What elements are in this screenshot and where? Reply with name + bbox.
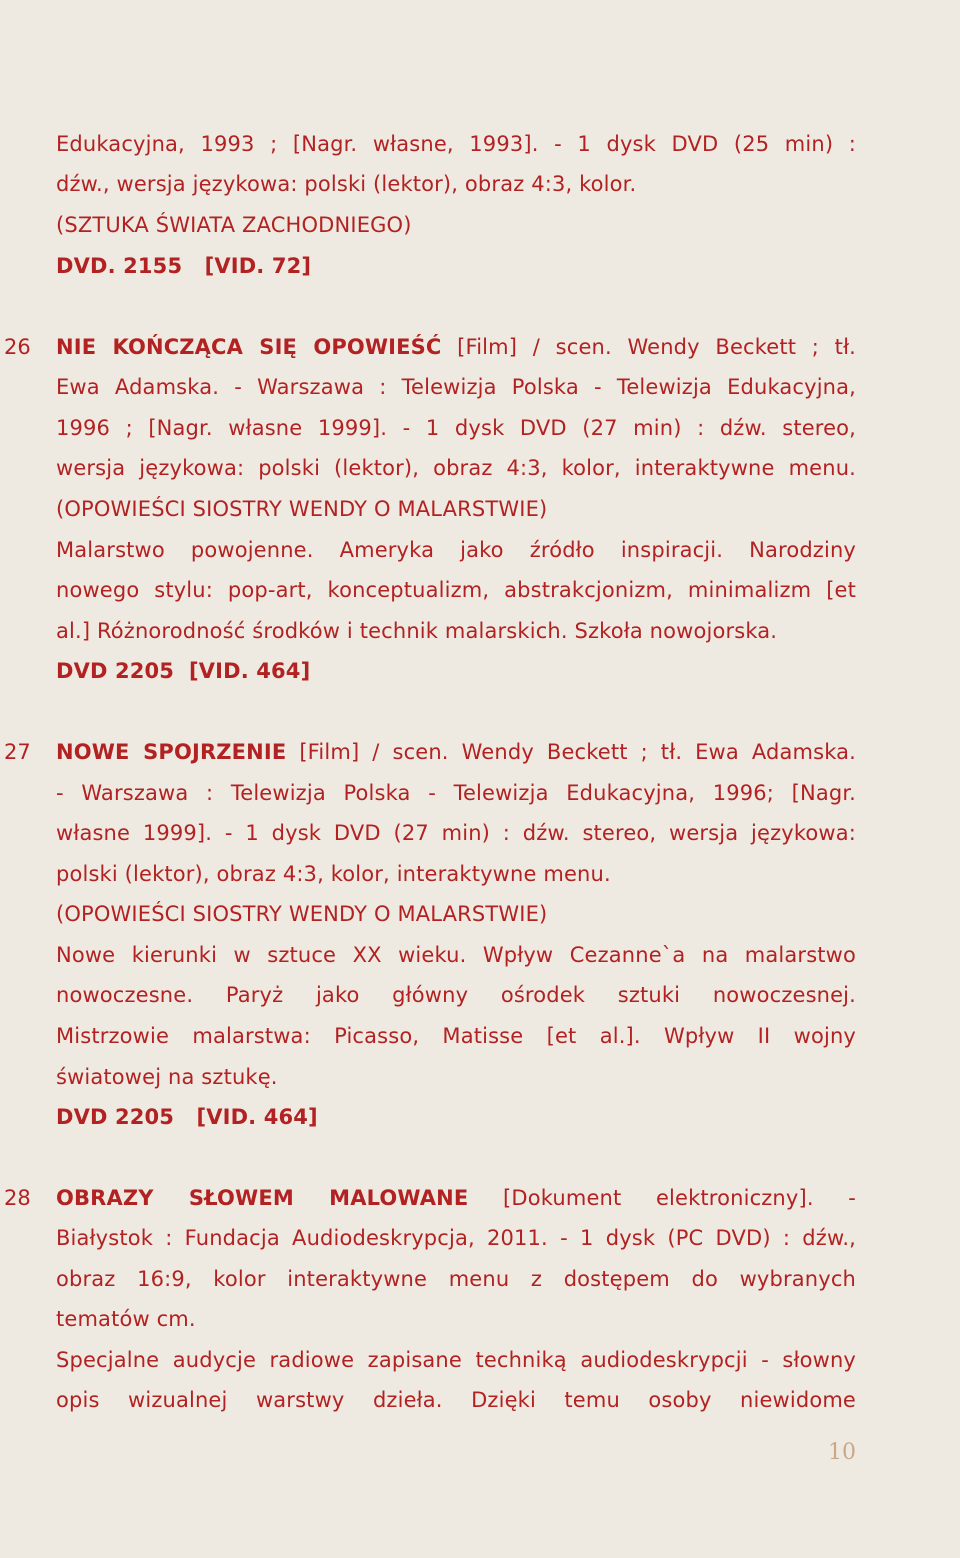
text-line: wersja językowa: polski (lektor), obraz 4:3, kolor, interaktywne menu. — [56, 456, 856, 480]
entry-title-line — [56, 732, 856, 772]
entry-description: [Film] / scen. Wendy Beckett ; tł. Ewa Adamska. — [299, 740, 857, 764]
series-line: (OPOWIEŚCI SIOSTRY WENDY O MALARSTWIE) — [56, 902, 548, 926]
entry-number: 28 — [4, 1186, 31, 1210]
entry-number: 27 — [4, 740, 31, 764]
entry-title: NIE KOŃCZĄCA SIĘ OPOWIEŚĆ — [56, 335, 442, 359]
shelf-mark: DVD 2205 [VID. 464] — [56, 1105, 318, 1129]
entry-title-line — [56, 327, 856, 367]
text-line: tematów cm. — [56, 1307, 196, 1331]
series-line: (OPOWIEŚCI SIOSTRY WENDY O MALARSTWIE) — [56, 497, 548, 521]
entry-title: NOWE SPOJRZENIE — [56, 740, 287, 764]
text-line: nowoczesne. Paryż jako główny ośrodek sztuki nowoczesnej. — [56, 983, 856, 1007]
text-line: światowej na sztukę. — [56, 1065, 278, 1089]
text-line: 1996 ; [Nagr. własne 1999]. - 1 dysk DVD (27 min) : dźw. stereo, — [56, 416, 856, 440]
entry-title-line — [56, 1178, 856, 1218]
shelf-mark: DVD. 2155 [VID. 72] — [56, 254, 312, 278]
entry-number: 26 — [4, 335, 31, 359]
text-line: Mistrzowie malarstwa: Picasso, Matisse [et al.]. Wpływ II wojny — [56, 1024, 856, 1048]
series-line: (SZTUKA ŚWIATA ZACHODNIEGO) — [56, 213, 412, 237]
text-line: Białystok : Fundacja Audiodeskrypcja, 2011. - 1 dysk (PC DVD) : dźw., — [56, 1226, 856, 1250]
shelf-mark: DVD 2205 [VID. 464] — [56, 659, 311, 683]
text-line: - Warszawa : Telewizja Polska - Telewizja Edukacyjna, 1996; [Nagr. — [56, 781, 856, 805]
entry-description: [Dokument elektroniczny]. - — [503, 1186, 857, 1210]
text-line: polski (lektor), obraz 4:3, kolor, interaktywne menu. — [56, 862, 611, 886]
text-line: Ewa Adamska. - Warszawa : Telewizja Polska - Telewizja Edukacyjna, — [56, 375, 856, 399]
text-line: opis wizualnej warstwy dzieła. Dzięki temu osoby niewidome — [56, 1388, 856, 1412]
text-line: Specjalne audycje radiowe zapisane techniką audiodeskrypcji - słowny — [56, 1348, 856, 1372]
text-line: Edukacyjna, 1993 ; [Nagr. własne, 1993]. - 1 dysk DVD (25 min) : — [56, 132, 856, 156]
text-line: obraz 16:9, kolor interaktywne menu z dostępem do wybranych — [56, 1267, 856, 1291]
text-line: al.] Różnorodność środków i technik malarskich. Szkoła nowojorska. — [56, 619, 778, 643]
text-line: Nowe kierunki w sztuce XX wieku. Wpływ Cezanne`a na malarstwo — [56, 943, 856, 967]
entry-description: [Film] / scen. Wendy Beckett ; tł. — [457, 335, 857, 359]
text-line: Malarstwo powojenne. Ameryka jako źródło inspiracji. Narodziny — [56, 538, 856, 562]
text-line: dźw., wersja językowa: polski (lektor), obraz 4:3, kolor. — [56, 172, 637, 196]
text-line: własne 1999]. - 1 dysk DVD (27 min) : dźw. stereo, wersja językowa: — [56, 821, 856, 845]
text-line: nowego stylu: pop-art, konceptualizm, abstrakcjonizm, minimalizm [et — [56, 578, 856, 602]
page-number: 10 — [828, 1440, 856, 1465]
entry-title: OBRAZY SŁOWEM MALOWANE — [56, 1186, 469, 1210]
